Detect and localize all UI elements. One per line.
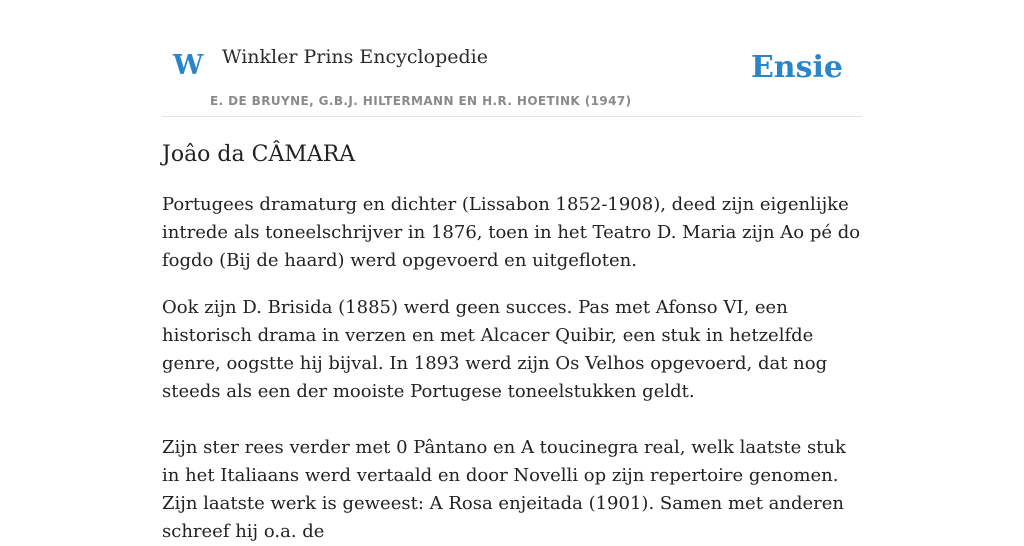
authors-line: E. DE BRUYNE, G.B.J. HILTERMANN EN H.R. HOETINK (1947): [210, 94, 632, 108]
article-paragraph-1: Portugees dramaturg en dichter (Lissabon 1852-1908), deed zijn eigenlijke intrede als toneelschrijver in 1876, toen in het Teatro D. Maria zijn Ao pé do fogdo (Bij de haard) werd opgevoerd en uitgefloten.: [162, 194, 861, 272]
article-paragraph-3: Zijn ster rees verder met 0 Pântano en A toucinegra real, welk laatste stuk in het Italiaans werd vertaald en door Novelli op zijn repertoire genomen. Zijn laatste werk is geweest: A Rosa enjeitada (1901). Samen met anderen schreef hij o.a. de: [162, 437, 846, 543]
winkler-prins-logo-icon[interactable]: W: [173, 50, 204, 81]
site-header: [162, 0, 862, 117]
article-title: Joâo da CÂMARA: [162, 142, 356, 167]
page: [162, 0, 862, 546]
encyclopedia-title[interactable]: Winkler Prins Encyclopedie: [222, 46, 488, 68]
article-paragraph-2: Ook zijn D. Brisida (1885) werd geen succes. Pas met Afonso VI, een historisch drama in verzen en met Alcacer Quibir, een stuk in hetzelfde genre, oogstte hij bijval. In 1893 werd zijn Os Velhos opgevoerd, dat nog steeds als een der mooiste Portugese toneelstukken geldt.: [162, 297, 828, 403]
ensie-logo[interactable]: Ensie: [750, 50, 843, 85]
